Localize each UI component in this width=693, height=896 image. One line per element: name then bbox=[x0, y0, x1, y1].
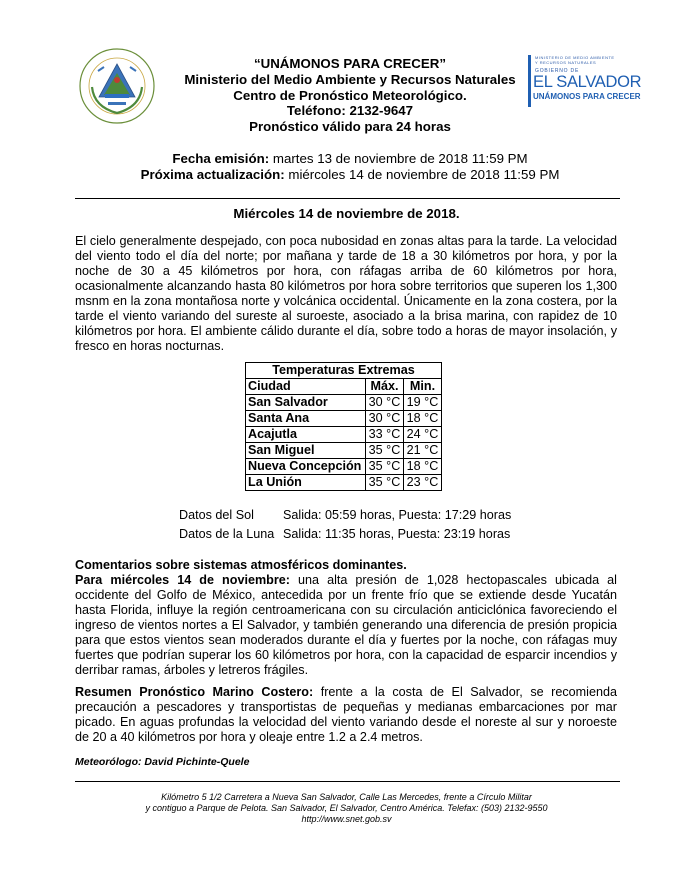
min-cell: 21 °C bbox=[404, 443, 442, 459]
ministry-name: Ministerio del Medio Ambiente y Recursos Naturales bbox=[184, 71, 516, 87]
city-cell: La Unión bbox=[246, 475, 366, 491]
col-min: Min. bbox=[404, 379, 442, 395]
max-cell: 30 °C bbox=[366, 395, 404, 411]
city-cell: Acajutla bbox=[246, 427, 366, 443]
max-cell: 33 °C bbox=[366, 427, 404, 443]
min-cell: 19 °C bbox=[404, 395, 442, 411]
table-row bbox=[246, 427, 442, 443]
sun-data bbox=[179, 508, 511, 522]
logo-ministry-line: MINISTERIO DE MEDIO AMBIENTE bbox=[535, 55, 615, 60]
footer-address-2: y contiguo a Parque de Pelota. San Salvador, El Salvador, Centro América. Telefax: (503) 2132-9550 bbox=[145, 803, 548, 813]
table-row bbox=[246, 475, 442, 491]
comments-lead: Para miércoles 14 de noviembre: bbox=[75, 573, 290, 587]
emission-date: Fecha emisión: martes 13 de noviembre de 2018 11:59 PM bbox=[172, 151, 528, 166]
issue-dates bbox=[100, 151, 600, 183]
city-cell: San Salvador bbox=[246, 395, 366, 411]
min-cell: 23 °C bbox=[404, 475, 442, 491]
table-row bbox=[246, 443, 442, 459]
forecast-day-title: Miércoles 14 de noviembre de 2018. bbox=[233, 206, 460, 221]
validity: Pronóstico válido para 24 horas bbox=[249, 119, 451, 135]
moon-label: Datos de la Luna bbox=[179, 527, 275, 541]
marine-lead: Resumen Pronóstico Marino Costero: bbox=[75, 685, 314, 699]
document-header bbox=[150, 56, 550, 135]
max-cell: 35 °C bbox=[366, 443, 404, 459]
marine-text: frente a la costa de El Salvador, se recomienda precaución a pescadores y transportistas de pequeñas y medianas embarcaciones por mar picado. En aguas profundas la velocidad del viento variando desde el noreste al sur y noroeste de 20 a 40 kilómetros por hora y oleaje entre 1.2 a 2.4 metros. bbox=[75, 685, 617, 744]
logo-ministry-line2: Y RECURSOS NATURALES bbox=[535, 60, 597, 65]
temperatures-title: Temperaturas Extremas bbox=[246, 363, 442, 379]
city-cell: Santa Ana bbox=[246, 411, 366, 427]
max-cell: 35 °C bbox=[366, 475, 404, 491]
next-update: Próxima actualización: miércoles 14 de noviembre de 2018 11:59 PM bbox=[140, 167, 560, 182]
min-cell: 18 °C bbox=[404, 459, 442, 475]
max-cell: 35 °C bbox=[366, 459, 404, 475]
sun-label: Datos del Sol bbox=[179, 508, 254, 522]
forecast-center: Centro de Pronóstico Meteorológico. bbox=[233, 87, 467, 103]
table-row bbox=[246, 459, 442, 475]
sun-value: Salida: 05:59 horas, Puesta: 17:29 horas bbox=[283, 508, 512, 522]
footer-url[interactable]: http://www.snet.gob.sv bbox=[301, 814, 392, 824]
bottom-divider bbox=[75, 781, 620, 782]
footer-address-1: Kilómetro 5 1/2 Carretera a Nueva San Salvador, Calle Las Mercedes, frente a Círculo Militar bbox=[161, 792, 532, 802]
table-row bbox=[246, 395, 442, 411]
col-city: Ciudad bbox=[246, 379, 366, 395]
top-divider bbox=[75, 198, 620, 199]
comments-paragraph bbox=[75, 573, 617, 678]
min-cell: 18 °C bbox=[404, 411, 442, 427]
temperatures-table bbox=[245, 362, 442, 491]
coat-of-arms-seal-icon bbox=[78, 47, 156, 125]
max-cell: 30 °C bbox=[366, 411, 404, 427]
col-max: Máx. bbox=[366, 379, 404, 395]
logo-slogan: UNÁMONOS PARA CRECER bbox=[533, 92, 641, 101]
min-cell: 24 °C bbox=[404, 427, 442, 443]
meteorologist: Meteorólogo: David Pichinte-Quele bbox=[75, 756, 250, 768]
moon-value: Salida: 11:35 horas, Puesta: 23:19 horas bbox=[283, 527, 511, 541]
table-row bbox=[246, 411, 442, 427]
logo-el-salvador: EL SALVADOR bbox=[533, 73, 642, 91]
moon-data bbox=[179, 527, 510, 541]
city-cell: San Miguel bbox=[246, 443, 366, 459]
footer bbox=[0, 792, 693, 825]
marine-paragraph bbox=[75, 685, 617, 745]
city-cell: Nueva Concepción bbox=[246, 459, 366, 475]
forecast-paragraph: El cielo generalmente despejado, con poca nubosidad en zonas altas para la tarde. La velocidad del viento todo el día del norte; por mañana y tarde de 18 a 30 kilómetros por hora, y por la noche de 30 a 45 kilómetros por hora, con ráfagas arriba de 60 kilómetros por hora, ocasionalmente alcanzando hasta 80 kilómetros por hora sobre territorios que superen los 1,300 msnm en la zona montañosa norte y volcánica occidental. Únicamente en la zona costera, por la tarde el viento variando del sureste al suroeste, asociado a la brisa marina, con rapidez de 10 kilómetros por hora. El ambiente cálido durante el día, sobre todo a horas de mayor insolación, y fresco en horas nocturnas. bbox=[75, 234, 617, 353]
comments-text: una alta presión de 1,028 hectopascales ubicada al occidente del Golfo de México, antecedida por un frente frío que se extiende desde Yucatán hasta Florida, influye la región centroamericana con su circulación anticiclónica favoreciendo el ingreso de vientos nortes a El Salvador, y también generando una diferencia de presión propicia para que estos vientos sean moderados durante el día y fuertes por la noche, con ráfagas muy fuertes que podrían superar los 60 kilómetros por hora, con la capacidad de esparcir incendios y derribar ramas, árboles y letreros frágiles. bbox=[75, 573, 617, 677]
logo-gobierno: GOBIERNO DE bbox=[535, 68, 580, 74]
phone: Teléfono: 2132-9647 bbox=[286, 103, 414, 119]
slogan: “UNÁMONOS PARA CRECER” bbox=[253, 56, 447, 71]
comments-title: Comentarios sobre sistemas atmosféricos dominantes. bbox=[75, 558, 407, 572]
